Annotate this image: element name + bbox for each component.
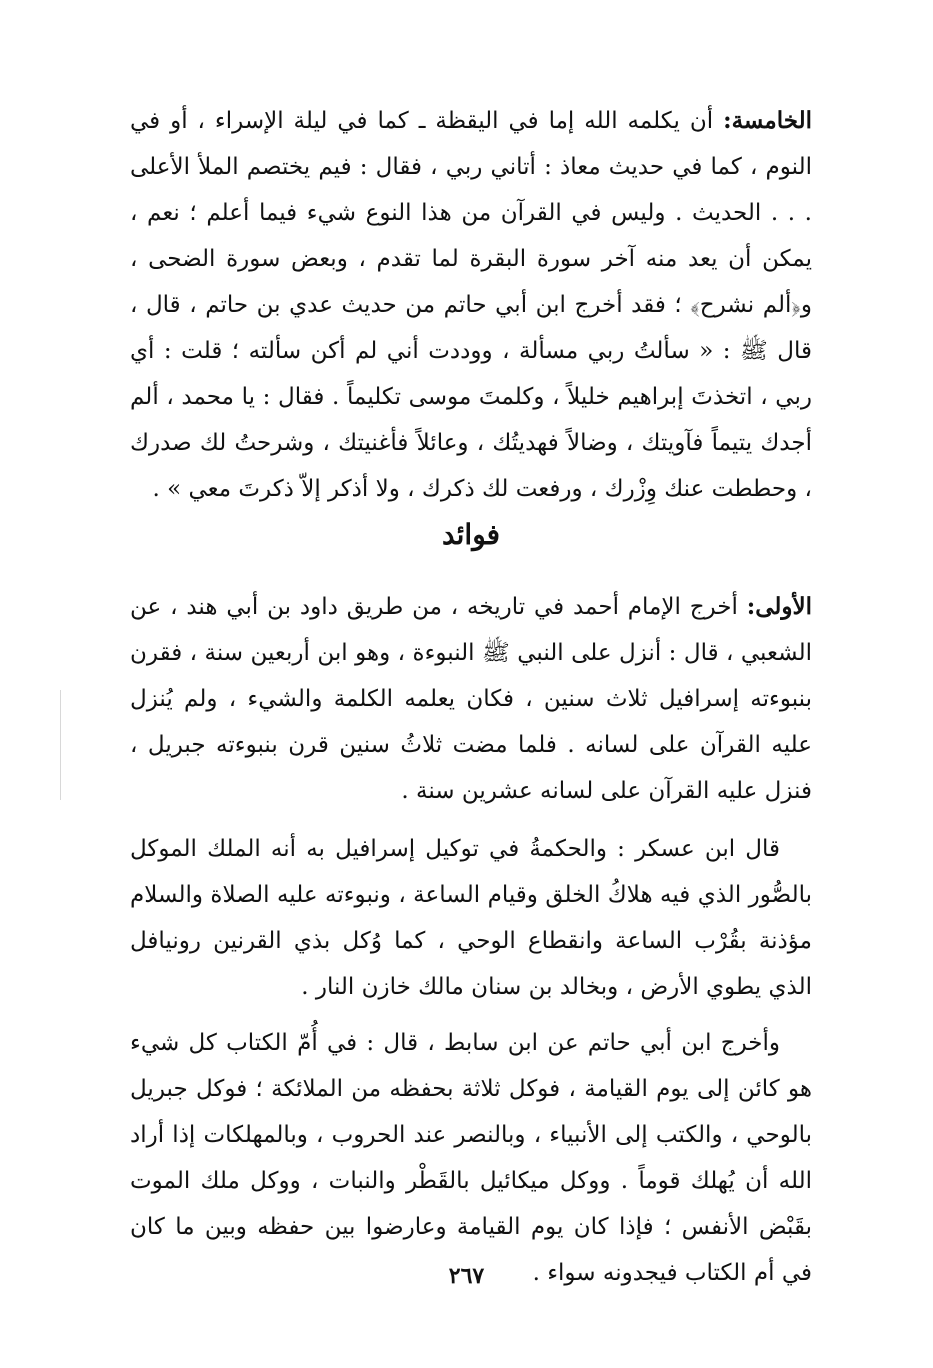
paragraph-fifth xyxy=(130,98,812,512)
paragraph-first xyxy=(130,584,812,814)
paragraph-text-fifth: أن يكلمه الله إما في اليقظة ـ كما في ليلة الإسراء ، أو في النوم ، كما في حديث معاذ : أتاني ربي ، فقال : فيم يختصم الملأ الأعلى . . . الحديث . وليس في القرآن من هذا النوع شيء فيما أعلم ؛ نعم ، يمكن أن يعد منه آخر سورة البقرة لما تقدم ، وبعض سورة الضحى ، و﴿ألم نشرح﴾ ؛ فقد أخرج ابن أبي حاتم من حديث عدي بن حاتم ، قال ، قال ﷺ : « سألتُ ربي مسألة ، ووددت أني لم أكن سألته ؛ قلت : أي ربي ، اتخذتَ إبراهيم خليلاً ، وكلمتَ موسى تكليماً . فقال : يا محمد ، ألم أجدك يتيماً فآويتك ، وضالاً فهديتُك ، وعائلاً فأغنيتك ، وشرحتُ لك صدرك ، وحططت عنك وِزْرك ، ورفعت لك ذكرك ، ولا أذكر إلاّ ذكرتَ معي » . xyxy=(130,108,812,502)
paragraph-ibn-abi-hatim: وأخرج ابن أبي حاتم عن ابن سابط ، قال : في أُمّ الكتاب كل شيء هو كائن إلى يوم القيامة ، فوكل ثلاثة بحفظه من الملائكة ؛ فوكل جبريل بالوحي ، والكتب إلى الأنبياء ، وبالنصر عند الحروب ، وبالمهلكات إذا أراد الله أن يُهلك قوماً . ووكل ميكائيل بالقَطْر والنبات ، ووكل ملك الموت بقَبْض الأنفس ؛ فإذا كان يوم القيامة وعارضوا بين حفظه وبين ما كان في أم الكتاب فيجدونه سواء . xyxy=(130,1030,812,1286)
paragraph-ibn-askar: قال ابن عسكر : والحكمةُ في توكيل إسرافيل به أنه الملك الموكل بالصُّور الذي فيه هلاكُ الخلق وقيام الساعة ، ونبوءته عليه الصلاة والسلام مؤذنة بقُرْب الساعة وانقطاع الوحي ، كما وُكل بذي القرنين رونيافل الذي يطوي الأرض ، وبخالد بن سنان مالك خازن النار . xyxy=(130,836,812,1000)
margin-mark xyxy=(60,690,61,800)
section-heading-fawaid: فوائد xyxy=(441,518,501,551)
paragraph-text-first: أخرج الإمام أحمد في تاريخه ، من طريق داود بن أبي هند ، عن الشعبي ، قال : أنزل على النبي ﷺ النبوءة ، وهو ابن أربعين سنة ، فقرن بنبوءته إسرافيل ثلاث سنين ، فكان يعلمه الكلمة والشيء ، ولم يُنزل عليه القرآن على لسانه . فلما مضت ثلاثُ سنين قرن بنبوءته جبريل ، فنزل عليه القرآن على لسانه عشرين سنة . xyxy=(130,594,812,804)
paragraph-lead-first: الأولى: xyxy=(746,593,812,620)
paragraph-lead-fifth: الخامسة: xyxy=(723,107,812,134)
page-number: ٢٦٧ xyxy=(448,1263,485,1289)
